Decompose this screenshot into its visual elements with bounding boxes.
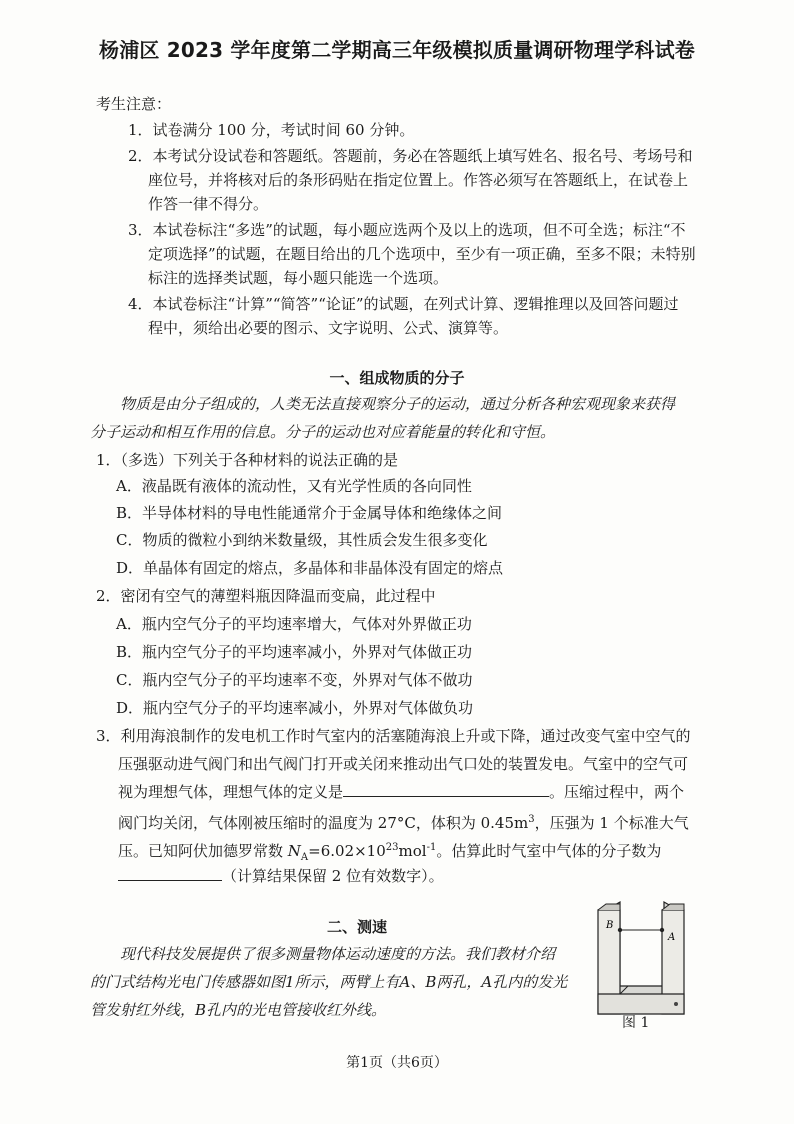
notice-heading: 考生注意： <box>96 95 172 113</box>
question-3-line-3-text: 视为理想气体，理想气体的定义是 <box>118 783 344 801</box>
figure-1-caption: 图 1 <box>622 1015 650 1031</box>
avogadro-unit: mol <box>398 842 427 860</box>
question-3-line-1: 3．利用海浪制作的发电机工作时气室内的活塞随海浪上升或下降，通过改变气室中空气的 <box>96 727 691 745</box>
question-1-option-d: D．单晶体有固定的熔点，多晶体和非晶体没有固定的熔点 <box>116 559 504 577</box>
question-1-option-a: A．液晶既有液体的流动性，又有光学性质的各向同性 <box>116 477 472 495</box>
notice-item-4: 4．本试卷标注“计算”“简答”“论证”的试题，在列式计算、逻辑推理以及回答问题过 <box>128 295 679 313</box>
question-3-line-4 <box>118 810 689 833</box>
question-3-line-2: 压强驱动进气阀门和出气阀门打开或关闭来推动出气口处的装置发电。气室中的空气可 <box>118 755 689 773</box>
label-a: A <box>668 932 676 943</box>
question-2-option-a: A．瓶内空气分子的平均速率增大，气体对外界做正功 <box>116 615 472 633</box>
photogate-left-top <box>598 904 620 910</box>
question-3-line-5 <box>118 838 661 868</box>
answer-blank-ideal-gas-definition[interactable] <box>343 782 549 797</box>
question-3-line-3 <box>118 782 684 802</box>
page-title: 杨浦区 2023 学年度第二学期高三年级模拟质量调研物理学科试卷 <box>99 38 695 62</box>
photogate-base <box>598 994 684 1014</box>
question-1-option-b: B．半导体材料的导电性能通常介于金属导体和绝缘体之间 <box>116 504 503 522</box>
notice-item-1: 1．试卷满分 100 分，考试时间 60 分钟。 <box>128 121 415 139</box>
notice-item-2-cont: 座位号，并将核对后的条形码贴在指定位置上。作答必须写在答题纸上，在试卷上 <box>148 171 689 189</box>
question-3-line-5-text: 压。已知阿伏加德罗常数 <box>118 842 288 860</box>
question-1-option-c: C．物质的微粒小到纳米数量级，其性质会发生很多变化 <box>116 531 488 549</box>
avogadro-subscript: A <box>300 852 309 863</box>
notice-item-3: 3．本试卷标注“多选”的试题，每小题应选两个及以上的选项，但不可全选；标注“不 <box>128 221 686 239</box>
volume-exponent: 3 <box>528 814 535 825</box>
section-2-intro-3: 管发射红外线，B孔内的光电管接收红外线。 <box>90 1001 387 1019</box>
notice-item-3-cont2: 标注的选择类试题，每小题只能选一个选项。 <box>148 269 449 287</box>
question-2-option-b: B．瓶内空气分子的平均速率减小，外界对气体做正功 <box>116 643 473 661</box>
section-1-intro-1: 物质是由分子组成的，人类无法直接观察分子的运动，通过分析各种宏观现象来获得 <box>120 395 676 413</box>
notice-item-4-cont: 程中，须给出必要的图示、文字说明、公式、演算等。 <box>148 319 509 337</box>
question-3-line-5-tail: 。估算此时气室中气体的分子数为 <box>436 842 662 860</box>
answer-blank-molecule-count[interactable] <box>118 866 222 881</box>
page-footer: 第1页（共6页） <box>346 1055 448 1071</box>
question-3-line-6 <box>118 866 444 886</box>
question-2-option-d: D．瓶内空气分子的平均速率减小，外界对气体做负功 <box>116 699 474 717</box>
section-2-intro-2: 的门式结构光电门传感器如图1所示，两臂上有A、B两孔，A孔内的发光 <box>90 973 568 991</box>
section-2-intro-1: 现代科技发展提供了很多测量物体运动速度的方法。我们教材介绍 <box>120 945 556 963</box>
label-b: B <box>606 920 614 931</box>
section-1-title: 一、组成物质的分子 <box>329 369 465 387</box>
hole-b <box>618 928 622 932</box>
question-3-line-4-text: 阀门均关闭，气体刚被压缩时的温度为 27°C，体积为 0.45m <box>118 814 529 832</box>
notice-item-2-cont2: 作答一律不得分。 <box>148 195 269 213</box>
question-2-stem: 2．密闭有空气的薄塑料瓶因降温而变扁，此过程中 <box>96 587 436 605</box>
hole-a <box>660 928 664 932</box>
notice-item-3-cont: 定项选择”的试题，在题目给出的几个选项中，至少有一项正确，至多不限；未特别 <box>148 245 696 263</box>
avogadro-exponent: 23 <box>385 842 399 853</box>
question-3-line-4-tail: ，压强为 1 个标准大气 <box>534 814 689 832</box>
notice-item-2: 2．本考试分设试卷和答题纸。答题前，务必在答题纸上填写姓名、报名号、考场号和 <box>128 147 693 165</box>
avogadro-value: =6.02×10 <box>308 842 386 860</box>
question-3-line-6-text: （计算结果保留 2 位有效数字）。 <box>222 867 444 885</box>
section-1-intro-2: 分子运动和相互作用的信息。分子的运动也对应着能量的转化和守恒。 <box>90 423 556 441</box>
avogadro-symbol: N <box>287 842 301 860</box>
question-1-stem: 1．（多选）下列关于各种材料的说法正确的是 <box>96 451 399 469</box>
question-2-option-c: C．瓶内空气分子的平均速率不变，外界对气体不做功 <box>116 671 473 689</box>
cable-port <box>674 1002 678 1006</box>
avogadro-unit-exponent: -1 <box>426 842 437 853</box>
section-2-title: 二、测速 <box>326 918 387 936</box>
question-3-line-3-tail: 。压缩过程中，两个 <box>549 783 685 801</box>
